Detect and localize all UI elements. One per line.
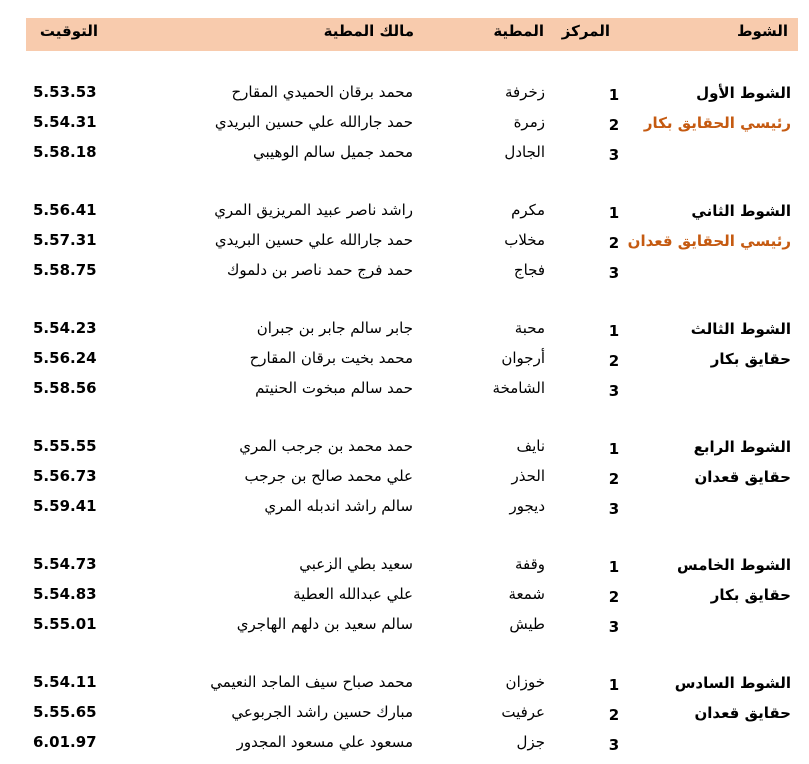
owner-cell: حمد سالم مبخوت الحنيتم [255, 379, 413, 397]
time-cell: 5.54.23 [33, 319, 97, 337]
owner-cell: جابر سالم جابر بن جبران [256, 319, 413, 337]
race-group [0, 316, 809, 406]
owner-cell: حمد جارالله علي حسين البريدي [214, 231, 413, 249]
time-cell: 5.54.83 [33, 585, 97, 603]
owner-cell: علي عبدالله العطية [293, 585, 413, 603]
time-cell: 5.55.65 [33, 703, 97, 721]
race-title: الشوط الخامس [677, 556, 791, 574]
race-category: رئيسي الحقايق قعدان [627, 232, 791, 250]
rank-cell: 2 [608, 116, 620, 134]
camel-cell: زمرة [513, 113, 545, 131]
owner-cell: محمد برقان الحميدي المقارح [231, 83, 413, 101]
race-category: حقايق بكار [710, 586, 791, 604]
table-row [0, 110, 809, 140]
owner-cell: سالم سعيد بن دلهم الهاجري [236, 615, 413, 633]
table-row [0, 228, 809, 258]
time-cell: 5.54.31 [33, 113, 97, 131]
owner-cell: راشد ناصر عبيد المريزيق المري [214, 201, 413, 219]
table-row [0, 670, 809, 700]
camel-cell: فجاج [513, 261, 545, 279]
rank-cell: 1 [608, 86, 620, 104]
camel-cell: طيش [509, 615, 545, 633]
table-row [0, 258, 809, 288]
camel-cell: عرفيت [501, 703, 545, 721]
table-row [0, 346, 809, 376]
time-cell: 5.57.31 [33, 231, 97, 249]
rank-cell: 1 [608, 676, 620, 694]
time-cell: 6.01.97 [33, 733, 97, 751]
owner-cell: مبارك حسين راشد الجربوعي [231, 703, 413, 721]
header-owner: مالك المطية [323, 22, 414, 40]
table-row [0, 552, 809, 582]
owner-cell: محمد بخيت برقان المقارح [249, 349, 413, 367]
camel-cell: الحذر [511, 467, 545, 485]
rank-cell: 2 [608, 352, 620, 370]
camel-cell: زخرفة [504, 83, 545, 101]
rank-cell: 3 [608, 618, 620, 636]
owner-cell: علي محمد صالح بن جرجب [244, 467, 413, 485]
table-row [0, 376, 809, 406]
time-cell: 5.56.73 [33, 467, 97, 485]
owner-cell: سالم راشد اندبله المري [264, 497, 413, 515]
rank-cell: 1 [608, 440, 620, 458]
table-row [0, 434, 809, 464]
owner-cell: حمد جارالله علي حسين البريدي [214, 113, 413, 131]
time-cell: 5.58.18 [33, 143, 97, 161]
table-row [0, 198, 809, 228]
header-time: التوقيت [39, 22, 98, 40]
camel-cell: جزل [516, 733, 545, 751]
camel-cell: الجادل [504, 143, 545, 161]
camel-cell: شمعة [508, 585, 545, 603]
header-rank: المركز [561, 22, 610, 40]
owner-cell: محمد جميل سالم الوهيبي [252, 143, 413, 161]
race-category: حقايق قعدان [694, 468, 791, 486]
time-cell: 5.54.11 [33, 673, 97, 691]
owner-cell: سعيد بطي الزعبي [299, 555, 413, 573]
owner-cell: حمد فرج حمد ناصر بن دلموك [227, 261, 413, 279]
race-category: حقايق قعدان [694, 704, 791, 722]
table-row [0, 612, 809, 642]
table-row [0, 494, 809, 524]
rank-cell: 3 [608, 382, 620, 400]
race-title: الشوط الثاني [691, 202, 791, 220]
rank-cell: 2 [608, 706, 620, 724]
rank-cell: 2 [608, 470, 620, 488]
owner-cell: حمد محمد بن جرجب المري [239, 437, 413, 455]
race-group [0, 80, 809, 170]
rank-cell: 1 [608, 204, 620, 222]
race-group [0, 434, 809, 524]
time-cell: 5.59.41 [33, 497, 97, 515]
owner-cell: مسعود علي مسعود المجدور [236, 733, 413, 751]
race-title: الشوط الرابع [693, 438, 791, 456]
camel-cell: نايف [516, 437, 545, 455]
time-cell: 5.58.75 [33, 261, 97, 279]
rank-cell: 1 [608, 322, 620, 340]
race-title: الشوط الأول [696, 84, 791, 102]
header-camel: المطية [493, 22, 544, 40]
time-cell: 5.56.41 [33, 201, 97, 219]
table-row [0, 316, 809, 346]
camel-cell: الشامخة [492, 379, 545, 397]
rank-cell: 3 [608, 500, 620, 518]
rank-cell: 1 [608, 558, 620, 576]
rank-cell: 3 [608, 736, 620, 754]
rank-cell: 3 [608, 264, 620, 282]
rank-cell: 3 [608, 146, 620, 164]
race-title: الشوط الثالث [690, 320, 791, 338]
table-row [0, 140, 809, 170]
table-row [0, 700, 809, 730]
time-cell: 5.55.55 [33, 437, 97, 455]
race-group [0, 670, 809, 760]
time-cell: 5.55.01 [33, 615, 97, 633]
camel-cell: ديجور [509, 497, 545, 515]
table-row [0, 464, 809, 494]
camel-cell: مخلاب [504, 231, 545, 249]
race-group [0, 552, 809, 642]
camel-cell: وقفة [514, 555, 545, 573]
camel-cell: أرجوان [501, 349, 545, 367]
race-category: حقايق بكار [710, 350, 791, 368]
time-cell: 5.54.73 [33, 555, 97, 573]
table-row [0, 730, 809, 760]
time-cell: 5.58.56 [33, 379, 97, 397]
owner-cell: محمد صباح سيف الماجد النعيمي [210, 673, 413, 691]
header-shot: الشوط [736, 22, 788, 40]
race-group [0, 198, 809, 288]
camel-cell: محبة [514, 319, 545, 337]
time-cell: 5.56.24 [33, 349, 97, 367]
camel-cell: مكرم [511, 201, 545, 219]
rank-cell: 2 [608, 588, 620, 606]
table-row [0, 80, 809, 110]
rank-cell: 2 [608, 234, 620, 252]
table-row [0, 582, 809, 612]
camel-cell: خوزان [505, 673, 545, 691]
race-category: رئيسي الحقايق بكار [643, 114, 791, 132]
race-title: الشوط السادس [674, 674, 791, 692]
time-cell: 5.53.53 [33, 83, 97, 101]
